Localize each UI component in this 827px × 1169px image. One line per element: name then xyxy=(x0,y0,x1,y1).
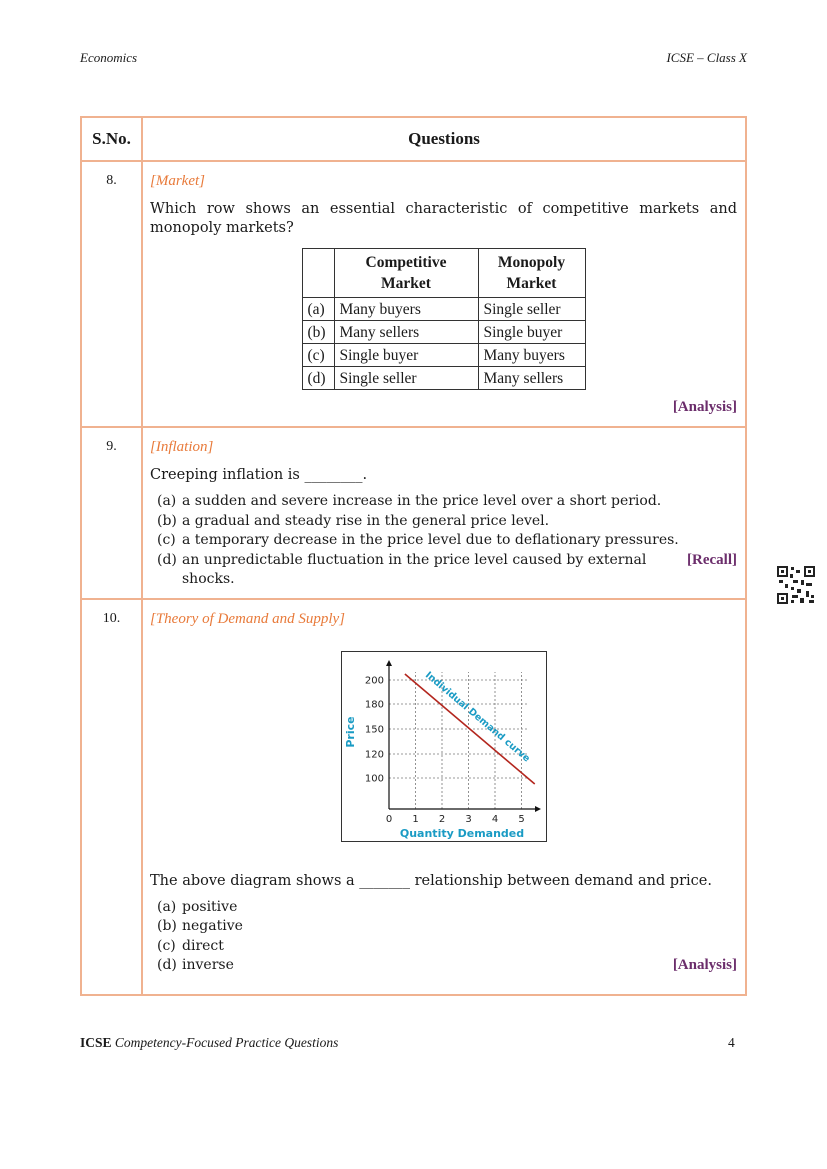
stem-text: Creeping inflation is xyxy=(150,467,305,483)
option-text: direct xyxy=(182,937,224,954)
option-b xyxy=(150,512,737,532)
qr-code-icon[interactable] xyxy=(776,565,816,605)
y-axis-title: Price xyxy=(343,715,357,748)
questions-table xyxy=(80,116,747,996)
option-text: a temporary decrease in the price level due to deflationary pressures. xyxy=(182,532,679,548)
question-stem: Which row shows an essential characteristic of competitive markets and monopoly markets? xyxy=(150,201,737,236)
option-d xyxy=(150,956,737,976)
competitive-cell: Many buyers xyxy=(334,298,478,321)
demand-chart-svg xyxy=(342,652,546,841)
row-label: (c) xyxy=(302,344,334,367)
row-label: (b) xyxy=(302,321,334,344)
option-label: (d) xyxy=(157,551,177,568)
question-topic: [Market] xyxy=(150,173,205,189)
option-text: a gradual and steady rise in the general price level. xyxy=(182,512,550,529)
monopoly-cell: Single buyer xyxy=(478,321,585,344)
footer-subtitle: Competency-Focused Practice Questions xyxy=(114,1035,339,1050)
question-8 xyxy=(142,161,746,427)
option-label: (c) xyxy=(157,937,176,954)
option-a xyxy=(150,492,737,512)
monopoly-cell: Many buyers xyxy=(478,344,585,367)
table-row xyxy=(302,344,585,367)
y-tick-label: 150 xyxy=(364,724,384,735)
question-9 xyxy=(142,427,746,599)
options-list xyxy=(150,898,737,976)
x-axis-title: Quantity Demanded xyxy=(399,826,524,840)
y-tick-label: 100 xyxy=(364,773,384,784)
option-c xyxy=(150,531,737,551)
y-tick-label: 200 xyxy=(364,675,384,686)
option-text: positive xyxy=(182,898,238,915)
x-tick-label: 3 xyxy=(464,813,472,825)
table-row xyxy=(302,321,585,344)
header-subject: Economics xyxy=(80,50,138,65)
options-list xyxy=(150,492,737,590)
question-number: 10. xyxy=(81,599,142,995)
y-tick-label: 120 xyxy=(364,749,384,760)
skill-tag: [Analysis] xyxy=(672,957,737,973)
monopoly-cell: Single seller xyxy=(478,298,585,321)
table-row xyxy=(302,298,585,321)
footer-title xyxy=(80,1035,338,1051)
x-tick-label: 2 xyxy=(438,813,445,825)
option-label: (d) xyxy=(157,957,177,973)
competitive-cell: Many sellers xyxy=(334,321,478,344)
option-text: a sudden and severe increase in the price level over a short period. xyxy=(182,493,662,509)
option-text: negative xyxy=(182,918,243,934)
x-axis-arrow xyxy=(535,806,541,812)
demand-chart xyxy=(341,651,547,842)
option-text: an unpredictable fluctuation in the price level caused by external shocks. xyxy=(182,551,647,587)
option-label: (b) xyxy=(157,512,177,529)
skill-tag: [Analysis] xyxy=(672,399,737,415)
option-label: (a) xyxy=(157,493,177,509)
option-label: (c) xyxy=(157,532,176,548)
option-label: (a) xyxy=(157,898,177,915)
option-c xyxy=(150,937,737,957)
question-stem xyxy=(150,466,737,485)
x-tick-label: 0 xyxy=(385,813,392,825)
option-text: inverse xyxy=(182,957,234,973)
x-tick-label: 4 xyxy=(491,813,498,825)
footer-brand: ICSE xyxy=(80,1035,112,1050)
blank: ________. xyxy=(304,467,368,483)
question-stem: The above diagram shows a _______ relationship between demand and price. xyxy=(150,872,712,889)
x-tick-label: 5 xyxy=(517,813,525,825)
sno-header: S.No. xyxy=(81,117,142,161)
header-class: ICSE – Class X xyxy=(666,50,747,65)
monopoly-cell: Many sellers xyxy=(478,367,585,390)
option-d xyxy=(150,551,737,590)
competitive-cell: Single seller xyxy=(334,367,478,390)
option-b xyxy=(150,917,737,937)
question-number: 8. xyxy=(81,161,142,427)
market-comparison-table xyxy=(302,248,586,390)
competitive-cell: Single buyer xyxy=(334,344,478,367)
option-a xyxy=(150,898,737,918)
demand-curve-line xyxy=(404,674,534,784)
option-label: (b) xyxy=(157,918,177,934)
question-topic: [Inflation] xyxy=(150,439,214,455)
competitive-header: Competitive Market xyxy=(334,249,478,298)
y-tick-label: 180 xyxy=(364,699,384,710)
x-tick-label: 1 xyxy=(411,813,419,825)
blank-header-cell xyxy=(302,249,334,298)
row-label: (a) xyxy=(302,298,334,321)
monopoly-header: Monopoly Market xyxy=(478,249,585,298)
skill-tag: [Recall] xyxy=(687,551,737,568)
questions-header: Questions xyxy=(142,117,746,161)
question-10 xyxy=(142,599,746,995)
page-number: 4 xyxy=(728,1035,735,1050)
y-axis-arrow xyxy=(386,660,392,666)
question-number: 9. xyxy=(81,427,142,599)
row-label: (d) xyxy=(302,367,334,390)
question-topic: [Theory of Demand and Supply] xyxy=(150,610,345,627)
table-row xyxy=(302,367,585,390)
demand-curve-label: Individual Demand curve xyxy=(422,669,532,764)
